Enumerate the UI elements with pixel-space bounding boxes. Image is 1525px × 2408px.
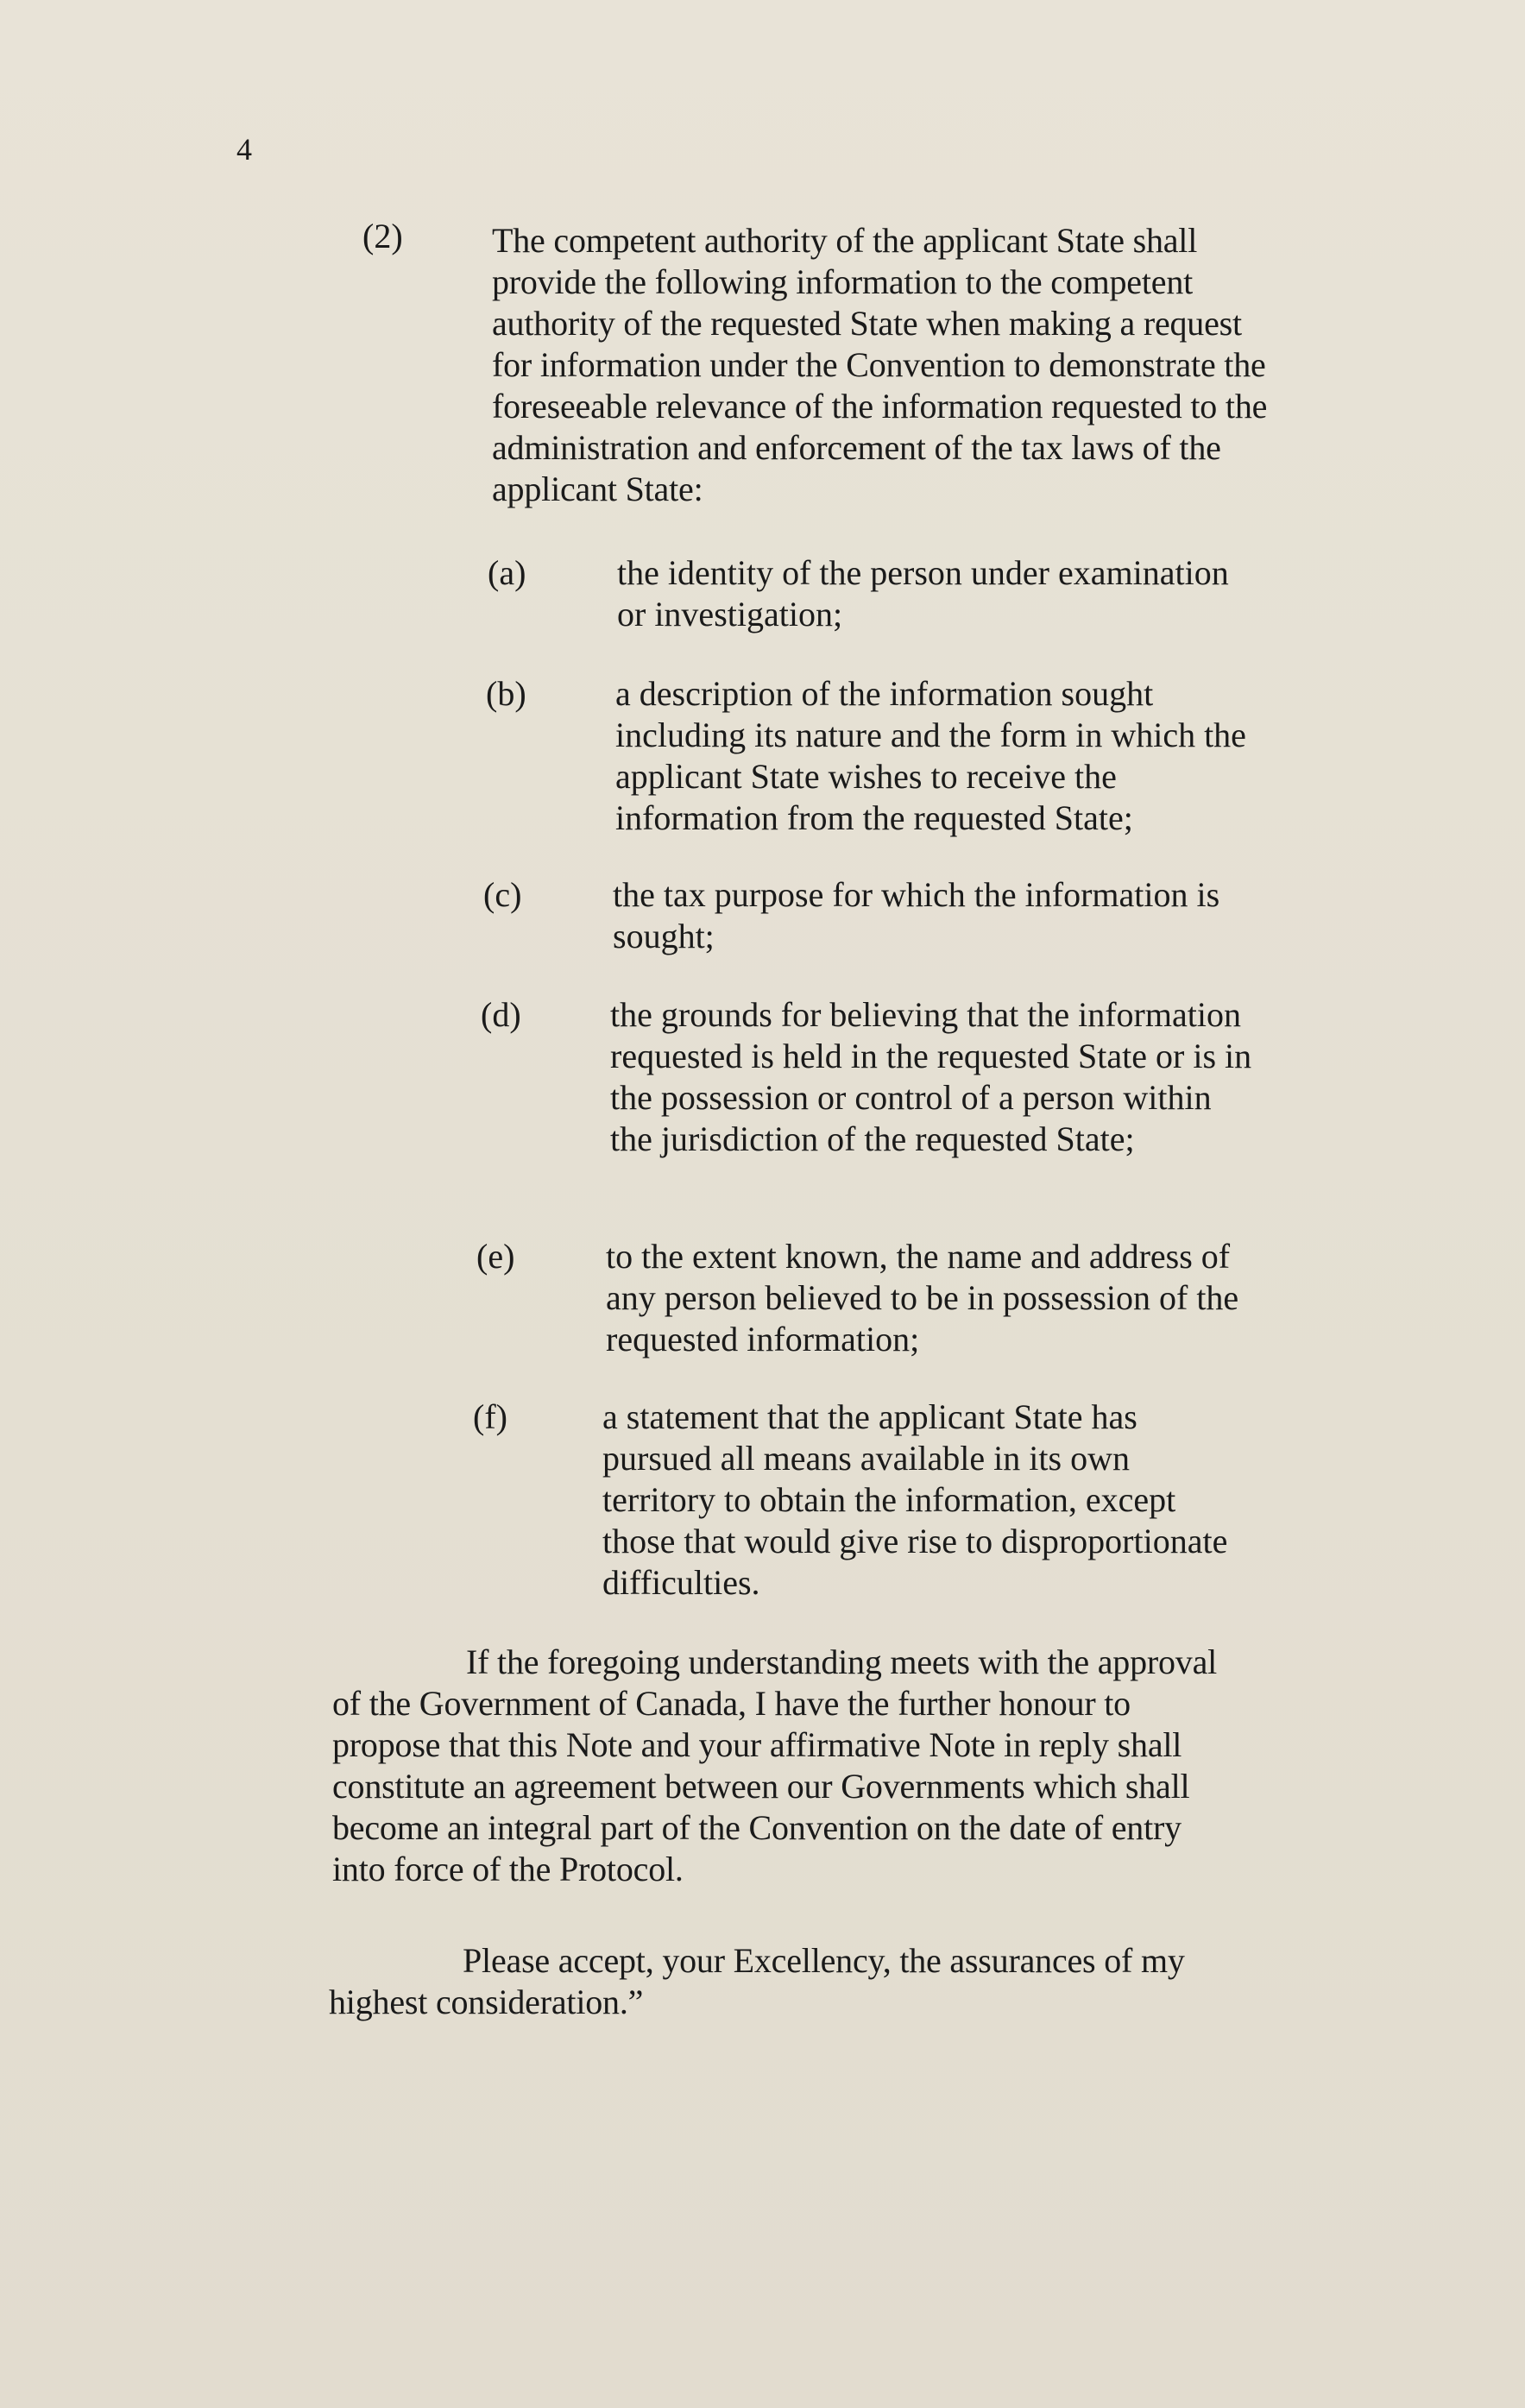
- paragraph-number: (2): [362, 217, 403, 255]
- list-item-text: a statement that the applicant State has pursued all means available in its own territory to obtain the information, except those that would give rise to disproportionate difficulties.: [602, 1397, 1228, 1602]
- list-item-label: (a): [488, 553, 526, 592]
- list-item-text: the identity of the person under examination or investigation;: [617, 553, 1229, 634]
- list-item-text: to the extent known, the name and address of any person believed to be in possession of the requested information;: [606, 1237, 1239, 1358]
- closing-paragraph: If the foregoing understanding meets with the approval of the Government of Canada, I have the further honour to propose that this Note and your affirmative Note in reply shall constitute an agreement between our Governments which shall become an integral part of the Convention on the date of entry into force of the Protocol.: [332, 1642, 1218, 1888]
- closing-salutation: Please accept, your Excellency, the assurances of my highest consideration.”: [329, 1941, 1185, 2021]
- list-item-text: a description of the information sought including its nature and the form in which the applicant State wishes to receive the information from the requested State;: [615, 674, 1246, 837]
- list-item-label: (d): [481, 995, 521, 1034]
- list-item-text: the grounds for believing that the information requested is held in the requested State or is in the possession or control of a person within the jurisdiction of the requested State;: [610, 995, 1252, 1158]
- list-item-label: (b): [486, 674, 526, 713]
- list-item-label: (f): [473, 1397, 507, 1436]
- list-item-text: the tax purpose for which the information is sought;: [613, 875, 1220, 955]
- paragraph-text: The competent authority of the applicant State shall provide the following information to the competent authority of the requested State when making a request for information under the Convention to demonstrate the foreseeable relevance of the information requested to the administration and enforcement of the tax laws of the applicant State:: [492, 221, 1268, 508]
- list-item-label: (c): [483, 875, 522, 914]
- page-number: 4: [236, 132, 252, 167]
- list-item-label: (e): [476, 1237, 515, 1276]
